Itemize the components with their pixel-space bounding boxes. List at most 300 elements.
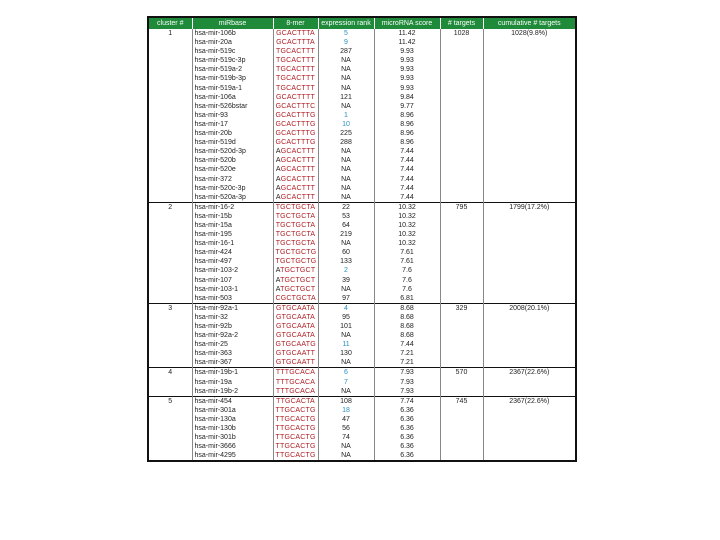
cluster-number (148, 147, 192, 156)
microrna-score: 7.6 (374, 266, 440, 275)
cluster-number (148, 331, 192, 340)
cluster-number (148, 276, 192, 285)
mirbase-name: hsa-mir-25 (192, 340, 273, 349)
cluster-number (148, 387, 192, 397)
cumulative-targets (483, 175, 576, 184)
mirbase-name: hsa-mir-107 (192, 276, 273, 285)
cluster-number: 4 (148, 368, 192, 378)
8mer-sequence (273, 120, 318, 129)
expression-rank: 53 (318, 212, 374, 221)
8mer-seed: GCACTTTT (276, 93, 315, 101)
8mer-sequence (273, 313, 318, 322)
target-count (440, 175, 483, 184)
cluster-number: 3 (148, 303, 192, 313)
8mer-sequence (273, 294, 318, 304)
cumulative-targets (483, 84, 576, 93)
target-count (440, 248, 483, 257)
cluster-number (148, 285, 192, 294)
microrna-score: 6.36 (374, 406, 440, 415)
target-count: 795 (440, 202, 483, 212)
target-count (440, 129, 483, 138)
cluster-number (148, 424, 192, 433)
8mer-sequence (273, 406, 318, 415)
microrna-score: 9.93 (374, 65, 440, 74)
cumulative-targets (483, 184, 576, 193)
8mer-seed: TGCTGCTA (275, 203, 316, 211)
microrna-score: 7.93 (374, 387, 440, 397)
8mer-sequence (273, 147, 318, 156)
microrna-score: 9.93 (374, 84, 440, 93)
microrna-score: 10.32 (374, 239, 440, 248)
8mer-prefix: A (275, 184, 281, 192)
8mer-seed: GCACTTTG (275, 130, 316, 138)
expression-rank: 11 (318, 340, 374, 349)
cumulative-targets (483, 248, 576, 257)
microrna-score: 7.6 (374, 276, 440, 285)
8mer-sequence (273, 111, 318, 120)
table-row (148, 230, 576, 239)
microrna-score: 9.84 (374, 93, 440, 102)
table-row (148, 193, 576, 203)
8mer-sequence (273, 396, 318, 406)
table-row (148, 65, 576, 74)
target-count (440, 230, 483, 239)
cumulative-targets (483, 442, 576, 451)
8mer-sequence (273, 138, 318, 147)
cumulative-targets: 1028(9.8%) (483, 29, 576, 38)
microrna-score: 6.36 (374, 415, 440, 424)
header-cumulative-targets: cumulative # targets (483, 17, 576, 29)
8mer-sequence (273, 156, 318, 165)
cluster-number (148, 313, 192, 322)
8mer-sequence (273, 74, 318, 83)
table-row (148, 433, 576, 442)
mirbase-name: hsa-mir-15b (192, 212, 273, 221)
8mer-seed: TTTGCACA (275, 378, 316, 386)
8mer-sequence (273, 56, 318, 65)
target-count (440, 74, 483, 83)
cluster-number (148, 239, 192, 248)
expression-rank: 2 (318, 266, 374, 275)
table-row (148, 202, 576, 212)
expression-rank: 6 (318, 368, 374, 378)
target-count (440, 442, 483, 451)
cumulative-targets (483, 349, 576, 358)
expression-rank: NA (318, 156, 374, 165)
cumulative-targets (483, 102, 576, 111)
microrna-score: 7.93 (374, 378, 440, 387)
table-row (148, 147, 576, 156)
table-row (148, 38, 576, 47)
8mer-seed: GCACTTTA (276, 30, 315, 37)
cumulative-targets (483, 165, 576, 174)
8mer-seed: TGCTGCT (280, 285, 316, 293)
8mer-prefix: A (275, 193, 281, 201)
cumulative-targets (483, 47, 576, 56)
microrna-score: 7.61 (374, 248, 440, 257)
expression-rank: NA (318, 239, 374, 248)
target-count (440, 424, 483, 433)
mirbase-name: hsa-mir-92a-1 (192, 303, 273, 313)
cumulative-targets (483, 294, 576, 304)
cumulative-targets (483, 276, 576, 285)
cluster-number (148, 175, 192, 184)
8mer-seed: TGCTGCT (280, 276, 316, 284)
cluster-number (148, 294, 192, 304)
table-row (148, 111, 576, 120)
8mer-sequence (273, 184, 318, 193)
mirbase-name: hsa-mir-301a (192, 406, 273, 415)
mirbase-name: hsa-mir-17 (192, 120, 273, 129)
8mer-sequence (273, 65, 318, 74)
cluster-number: 1 (168, 30, 173, 37)
expression-rank: NA (318, 84, 374, 93)
target-count (440, 156, 483, 165)
8mer-prefix: A (275, 157, 281, 165)
mirbase-name: hsa-mir-19b-1 (192, 368, 273, 378)
mirbase-name: hsa-mir-519a-1 (192, 84, 273, 93)
target-count (440, 331, 483, 340)
expression-rank: 56 (318, 424, 374, 433)
microrna-score: 10.32 (374, 212, 440, 221)
target-count (440, 65, 483, 74)
target-count (440, 266, 483, 275)
table-row (148, 93, 576, 102)
microrna-score: 6.36 (374, 424, 440, 433)
cluster-number (148, 38, 192, 47)
cumulative-targets: 2367(22.6%) (483, 396, 576, 406)
microrna-score: 9.77 (374, 102, 440, 111)
8mer-prefix: A (275, 166, 281, 174)
target-count (440, 56, 483, 65)
8mer-seed: TGCTGCTG (275, 258, 317, 266)
target-count (440, 47, 483, 56)
target-count: 745 (440, 396, 483, 406)
cumulative-targets (483, 221, 576, 230)
expression-rank: 1 (318, 111, 374, 120)
8mer-sequence (273, 230, 318, 239)
8mer-sequence (273, 368, 318, 378)
mirbase-name: hsa-mir-16-1 (192, 239, 273, 248)
cluster-number (148, 120, 192, 129)
target-count (440, 313, 483, 322)
mirbase-name: hsa-mir-130a (192, 415, 273, 424)
mirbase-name: hsa-mir-372 (192, 175, 273, 184)
8mer-sequence (273, 102, 318, 111)
table-row (148, 442, 576, 451)
mirbase-name: hsa-mir-20b (192, 129, 273, 138)
microrna-score: 10.32 (374, 202, 440, 212)
expression-rank: 22 (318, 202, 374, 212)
mirna-cluster-table (147, 16, 577, 462)
8mer-sequence (273, 221, 318, 230)
8mer-sequence (273, 84, 318, 93)
table-row (148, 349, 576, 358)
8mer-seed: TTGCACTG (275, 434, 316, 442)
expression-rank: NA (318, 74, 374, 83)
table-row (148, 396, 576, 406)
cluster-number (148, 165, 192, 174)
expression-rank: NA (318, 102, 374, 111)
expression-rank: 60 (318, 248, 374, 257)
8mer-sequence (273, 442, 318, 451)
8mer-sequence (273, 349, 318, 358)
8mer-sequence (273, 276, 318, 285)
mirbase-name: hsa-mir-103-1 (192, 285, 273, 294)
cumulative-targets (483, 230, 576, 239)
cluster-number (148, 193, 192, 203)
microrna-score: 11.42 (374, 29, 440, 38)
target-count (440, 451, 483, 461)
expression-rank: NA (318, 56, 374, 65)
table-row (148, 406, 576, 415)
target-count (440, 378, 483, 387)
target-count (440, 165, 483, 174)
table-row (148, 387, 576, 397)
mirbase-name: hsa-mir-103-2 (192, 266, 273, 275)
expression-rank: 225 (318, 129, 374, 138)
mirbase-name: hsa-mir-301b (192, 433, 273, 442)
target-count (440, 38, 483, 47)
cumulative-targets (483, 147, 576, 156)
cumulative-targets (483, 322, 576, 331)
8mer-seed: TGCACTTT (276, 84, 315, 92)
mirbase-name: hsa-mir-4295 (192, 451, 273, 461)
cluster-number (148, 248, 192, 257)
8mer-seed: GCACTTT (280, 184, 316, 192)
target-count (440, 415, 483, 424)
cumulative-targets (483, 74, 576, 83)
cumulative-targets (483, 340, 576, 349)
8mer-sequence (273, 248, 318, 257)
8mer-seed: TTTGCACA (275, 387, 316, 395)
8mer-sequence (273, 38, 318, 47)
mirbase-name: hsa-mir-367 (192, 358, 273, 368)
microrna-score: 7.21 (374, 358, 440, 368)
microrna-score: 7.6 (374, 285, 440, 294)
table-row (148, 184, 576, 193)
cluster-number: 2 (148, 202, 192, 212)
microrna-score: 8.68 (374, 303, 440, 313)
expression-rank: NA (318, 147, 374, 156)
cumulative-targets (483, 406, 576, 415)
microrna-score: 7.21 (374, 349, 440, 358)
microrna-score: 10.32 (374, 221, 440, 230)
mirbase-name: hsa-mir-3666 (192, 442, 273, 451)
microrna-score: 7.44 (374, 147, 440, 156)
microrna-score: 8.96 (374, 120, 440, 129)
8mer-seed: TGCACTTT (276, 75, 315, 83)
microrna-score: 8.96 (374, 129, 440, 138)
8mer-seed: GCACTTTA (276, 39, 315, 47)
8mer-seed: TGCTGCTG (275, 249, 317, 257)
cluster-number (148, 111, 192, 120)
microrna-score: 9.93 (374, 47, 440, 56)
table-row (148, 424, 576, 433)
8mer-seed: GTGCAATA (275, 304, 316, 312)
table-body (148, 29, 576, 461)
mirbase-name: hsa-mir-520e (192, 165, 273, 174)
table-row (148, 378, 576, 387)
cumulative-targets (483, 451, 576, 461)
8mer-prefix: A (275, 148, 281, 156)
8mer-seed: TGCTGCTA (275, 212, 316, 220)
target-count (440, 322, 483, 331)
8mer-prefix: A (275, 285, 281, 293)
mirbase-name: hsa-mir-363 (192, 349, 273, 358)
table-row (148, 451, 576, 461)
cumulative-targets (483, 257, 576, 266)
table-row (148, 276, 576, 285)
cluster-number (148, 129, 192, 138)
mirbase-name: hsa-mir-19a (192, 378, 273, 387)
table-row (148, 74, 576, 83)
header-expression-rank: expression rank (318, 17, 374, 29)
microrna-score: 7.93 (374, 368, 440, 378)
cluster-number (148, 65, 192, 74)
expression-rank: 133 (318, 257, 374, 266)
cumulative-targets: 1799(17.2%) (483, 202, 576, 212)
cluster-number (148, 378, 192, 387)
cluster-number (148, 358, 192, 368)
8mer-seed: TGCACTTT (276, 66, 315, 74)
cumulative-targets (483, 156, 576, 165)
cluster-number (148, 442, 192, 451)
header-row (148, 17, 576, 29)
expression-rank: NA (318, 184, 374, 193)
target-count (440, 294, 483, 304)
expression-rank: 130 (318, 349, 374, 358)
8mer-seed: CGCTGCTA (275, 294, 316, 302)
target-count (440, 387, 483, 397)
microrna-score: 9.93 (374, 56, 440, 65)
8mer-seed: TGCACTTT (276, 48, 315, 56)
table-row (148, 239, 576, 248)
table-row (148, 340, 576, 349)
8mer-sequence (273, 415, 318, 424)
cluster-number (148, 349, 192, 358)
expression-rank: NA (318, 165, 374, 174)
cumulative-targets (483, 38, 576, 47)
8mer-sequence (273, 202, 318, 212)
8mer-seed: GCACTTT (280, 157, 316, 165)
cumulative-targets (483, 313, 576, 322)
expression-rank: NA (318, 387, 374, 397)
microrna-score: 11.42 (374, 38, 440, 47)
8mer-seed: TGCTGCTA (275, 221, 316, 229)
expression-rank: NA (318, 65, 374, 74)
table-row (148, 129, 576, 138)
8mer-seed: TTGCACTG (275, 443, 316, 451)
cumulative-targets (483, 120, 576, 129)
cluster-number (148, 406, 192, 415)
8mer-sequence (273, 47, 318, 56)
mirbase-name: hsa-mir-92b (192, 322, 273, 331)
table-row (148, 266, 576, 275)
table-row (148, 175, 576, 184)
cumulative-targets (483, 56, 576, 65)
8mer-sequence (273, 378, 318, 387)
8mer-seed: TGCTGCTA (275, 240, 316, 248)
target-count: 329 (440, 303, 483, 313)
expression-rank: 7 (318, 378, 374, 387)
expression-rank: NA (318, 331, 374, 340)
8mer-sequence (273, 212, 318, 221)
mirbase-name: hsa-mir-106b (192, 29, 273, 38)
cumulative-targets (483, 378, 576, 387)
header-8mer: 8-mer (273, 17, 318, 29)
table-row (148, 47, 576, 56)
8mer-sequence (273, 433, 318, 442)
table-row (148, 138, 576, 147)
mirbase-name: hsa-mir-520c-3p (192, 184, 273, 193)
8mer-seed: TTTGCACA (275, 369, 316, 377)
target-count (440, 84, 483, 93)
table-row (148, 120, 576, 129)
target-count (440, 257, 483, 266)
cluster-number (148, 433, 192, 442)
microrna-score: 7.74 (374, 396, 440, 406)
8mer-prefix: A (275, 276, 281, 284)
target-count (440, 212, 483, 221)
8mer-seed: GTGCAATA (275, 313, 316, 321)
8mer-sequence (273, 424, 318, 433)
cluster-number (148, 74, 192, 83)
8mer-seed: GCACTTTG (275, 120, 316, 128)
cumulative-targets (483, 111, 576, 120)
table-row (148, 415, 576, 424)
expression-rank: 95 (318, 313, 374, 322)
mirbase-name: hsa-mir-520d-3p (192, 147, 273, 156)
8mer-sequence (273, 266, 318, 275)
expression-rank: 97 (318, 294, 374, 304)
target-count (440, 239, 483, 248)
mirbase-name: hsa-mir-92a-2 (192, 331, 273, 340)
table-row (148, 56, 576, 65)
expression-rank: NA (318, 285, 374, 294)
mirbase-name: hsa-mir-526bstar (192, 102, 273, 111)
cluster-number (148, 415, 192, 424)
8mer-seed: TTGCACTG (275, 415, 316, 423)
8mer-sequence (273, 257, 318, 266)
8mer-sequence (273, 285, 318, 294)
cumulative-targets (483, 239, 576, 248)
expression-rank: NA (318, 442, 374, 451)
mirbase-name: hsa-mir-93 (192, 111, 273, 120)
expression-rank: NA (318, 193, 374, 203)
cumulative-targets (483, 358, 576, 368)
cluster-number (148, 451, 192, 461)
table-row (148, 156, 576, 165)
8mer-seed: TGCACTTT (276, 57, 315, 65)
expression-rank: 101 (318, 322, 374, 331)
header-mirbase: miRbase (192, 17, 273, 29)
target-count (440, 358, 483, 368)
table-row (148, 313, 576, 322)
cumulative-targets (483, 266, 576, 275)
expression-rank: 64 (318, 221, 374, 230)
header-cluster: cluster # (148, 17, 192, 29)
cumulative-targets (483, 129, 576, 138)
expression-rank: NA (318, 175, 374, 184)
header-targets: # targets (440, 17, 483, 29)
expression-rank: 39 (318, 276, 374, 285)
mirbase-name: hsa-mir-519c (192, 47, 273, 56)
target-count (440, 433, 483, 442)
target-count (440, 102, 483, 111)
mirbase-name: hsa-mir-32 (192, 313, 273, 322)
target-count (440, 120, 483, 129)
